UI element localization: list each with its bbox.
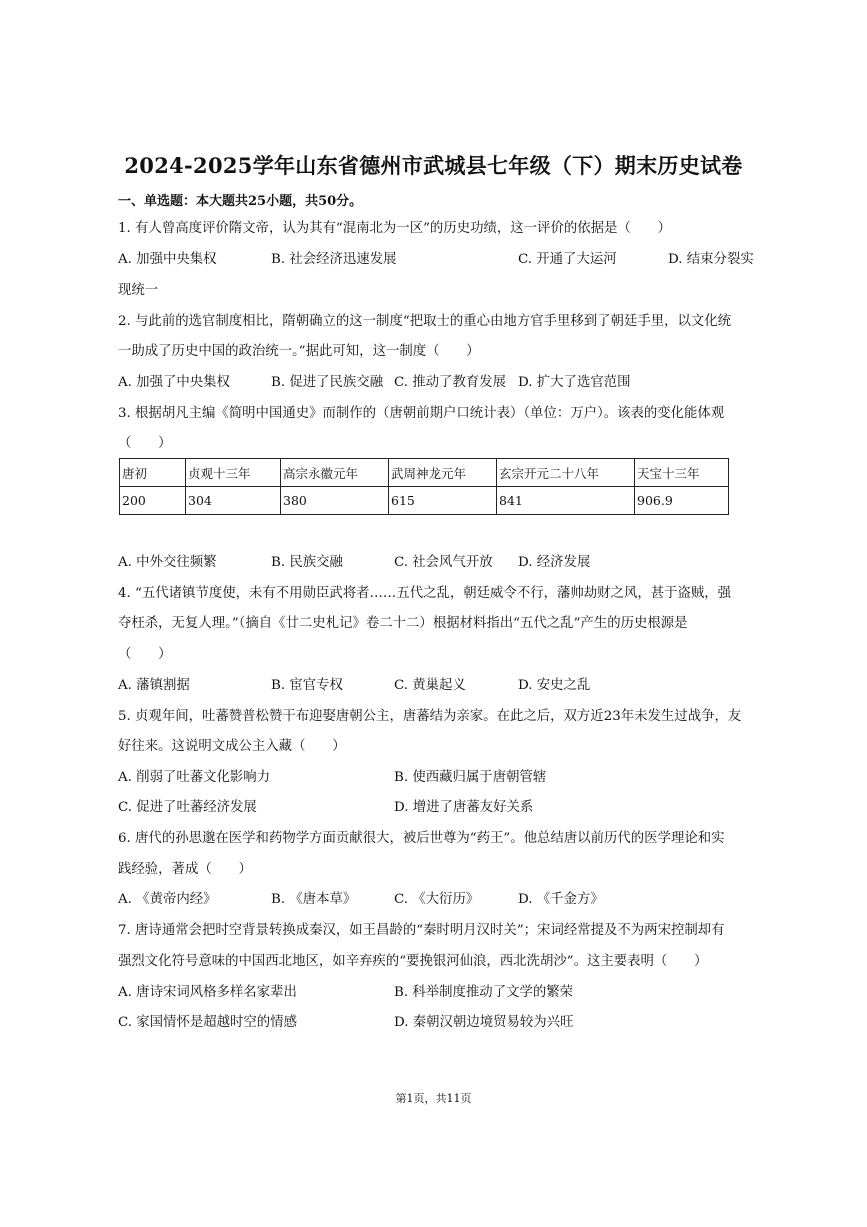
- question-3-option-c: C. 社会风气开放: [394, 555, 493, 570]
- question-6-option-a: A. 《黄帝内经》: [118, 892, 217, 907]
- population-table: [119, 458, 729, 515]
- question-5-stem-line-1: 5. 贞观年间，吐蕃赞普松赞干布迎娶唐朝公主，唐蕃结为亲家。在此之后，双方近23年未发生过战争，友: [118, 709, 742, 724]
- question-6-stem-line-2: 践经验，著成（ ）: [118, 862, 252, 877]
- question-6-option-c: C. 《大衍历》: [394, 892, 480, 907]
- question-1-option-c: C. 开通了大运河: [518, 252, 617, 267]
- question-7-stem-line-1: 7. 唐诗通常会把时空背景转换成秦汉，如王昌龄的“秦时明月汉时关”；宋词经常提及不为两宋控制却有: [118, 923, 725, 938]
- question-3-stem-line-1: 3. 根据胡凡主编《简明中国通史》而制作的（唐朝前期户口统计表）（单位：万户）。该表的变化能体观: [118, 406, 725, 421]
- page-footer: 第1页，共11页: [395, 1092, 472, 1105]
- question-1-option-a: A. 加强中央集权: [118, 252, 217, 267]
- section-heading: 一、单选题：本大题共25小题，共50分。: [118, 194, 363, 209]
- question-2-option-c: C. 推动了教育发展: [394, 375, 507, 390]
- question-1-option-d: D. 结束分裂实: [668, 252, 754, 267]
- question-5-stem-line-2: 好往来。这说明文成公主入藏（ ）: [118, 739, 346, 754]
- exam-title: 2024-2025学年山东省德州市武城县七年级（下）期末历史试卷: [124, 153, 743, 178]
- question-2-option-b: B. 促进了民族交融: [271, 375, 384, 390]
- question-4-stem-line-2: 夺枉杀，无复人理。”（摘自《廿二史札记》卷二十二）根据材料指出“五代之乱”产生的历史根源是: [118, 616, 688, 631]
- question-1-stem: 1. 有人曾高度评价隋文帝，认为其有“混南北为一区”的历史功绩，这一评价的依据是（ ）: [118, 221, 671, 236]
- table-header-cell: 高宗永徽元年: [281, 459, 389, 487]
- table-cell: 841: [497, 487, 635, 515]
- question-5-option-b: B. 使西藏归属于唐朝管辖: [394, 770, 547, 785]
- question-7-option-d: D. 秦朝汉朝边境贸易较为兴旺: [394, 1015, 574, 1030]
- question-2-stem-line-2: 一助成了历史中国的政治统一。”据此可知，这一制度（ ）: [118, 344, 480, 359]
- question-6-option-b: B. 《唐本草》: [271, 892, 357, 907]
- question-7-option-b: B. 科举制度推动了文学的繁荣: [394, 985, 574, 1000]
- question-2-stem-line-1: 2. 与此前的选官制度相比，隋朝确立的这一制度“把取士的重心由地方官手里移到了朝廷手里，以文化统: [118, 314, 732, 329]
- question-4-option-a: A. 藩镇割据: [118, 678, 190, 693]
- question-5-option-a: A. 削弱了吐蕃文化影响力: [118, 770, 271, 785]
- table-cell: 615: [389, 487, 497, 515]
- question-7-stem-line-2: 强烈文化符号意味的中国西北地区，如辛弃疾的“要挽银河仙浪，西北洗胡沙”。这主要表明（ ）: [118, 954, 708, 969]
- table-header-cell: 玄宗开元二十八年: [497, 459, 635, 487]
- table-header-cell: 武周神龙元年: [389, 459, 497, 487]
- table-header-row: [120, 459, 729, 487]
- table-cell: 380: [281, 487, 389, 515]
- question-7-option-a: A. 唐诗宋词风格多样名家辈出: [118, 985, 297, 1000]
- question-4-stem-line-3: （ ）: [118, 647, 172, 662]
- question-2-option-d: D. 扩大了选官范围: [518, 375, 631, 390]
- question-3-option-a: A. 中外交往频繁: [118, 555, 217, 570]
- table-header-cell: 天宝十三年: [635, 459, 729, 487]
- question-4-option-b: B. 宦官专权: [271, 678, 343, 693]
- question-1-option-b: B. 社会经济迅速发展: [271, 252, 397, 267]
- question-3-option-d: D. 经济发展: [518, 555, 591, 570]
- question-6-stem-line-1: 6. 唐代的孙思邈在医学和药物学方面贡献很大，被后世尊为“药王”。他总结唐以前历代的医学理论和实: [118, 831, 725, 846]
- question-6-option-d: D. 《千金方》: [518, 892, 604, 907]
- table-header-cell: 贞观十三年: [186, 459, 281, 487]
- question-5-option-d: D. 增进了唐蕃友好关系: [394, 800, 534, 815]
- table-cell: 906.9: [635, 487, 729, 515]
- table-cell: 200: [120, 487, 186, 515]
- table-cell: 304: [186, 487, 281, 515]
- question-3-stem-line-2: （ ）: [118, 436, 172, 451]
- question-4-stem-line-1: 4. “五代诸镇节度使，未有不用勋臣武将者……五代之乱，朝廷威令不行，藩帅劫财之风，甚于盗贼，强: [118, 586, 732, 601]
- question-3-option-b: B. 民族交融: [271, 555, 343, 570]
- question-4-option-c: C. 黄巢起义: [394, 678, 466, 693]
- question-7-option-c: C. 家国情怀是超越时空的情感: [118, 1015, 297, 1030]
- question-1-option-d-continuation: 现统一: [118, 283, 159, 298]
- question-4-option-d: D. 安史之乱: [518, 678, 591, 693]
- table-header-cell: 唐初: [120, 459, 186, 487]
- table-row: [120, 487, 729, 515]
- question-5-option-c: C. 促进了吐蕃经济发展: [118, 800, 257, 815]
- question-2-option-a: A. 加强了中央集权: [118, 375, 230, 390]
